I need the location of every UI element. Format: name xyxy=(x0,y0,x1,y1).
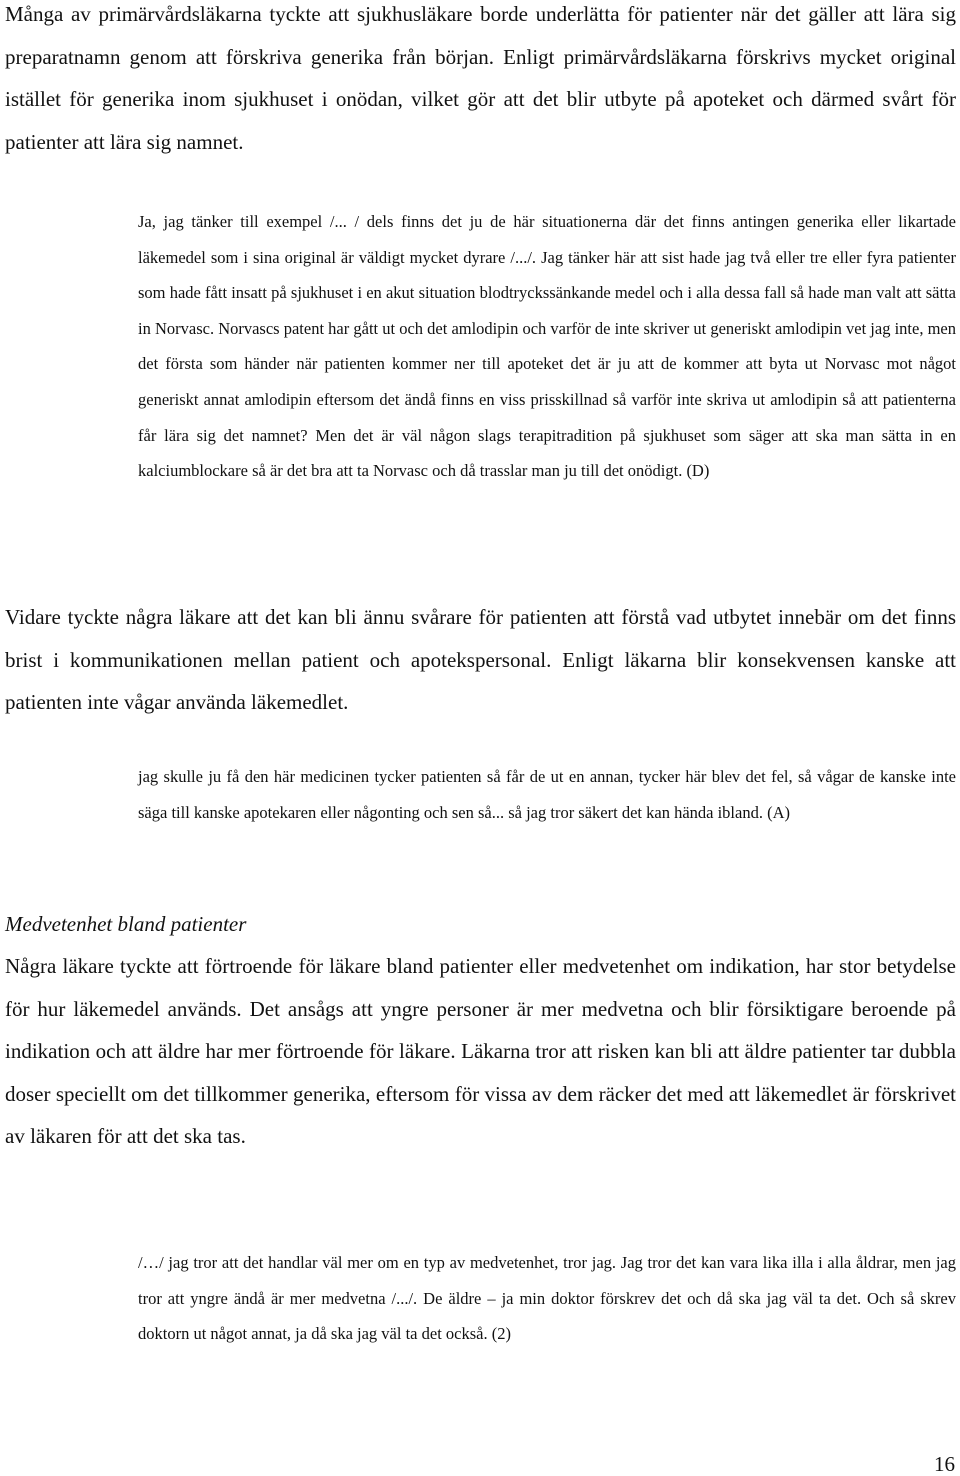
interview-quote-norvasc: Ja, jag tänker till exempel /... / dels finns det ju de här situationerna där det finns antingen generika eller likartade läkemedel som i sina original är väldigt mycket dyrare /.../. Jag tänker här att sist hade jag två eller tre eller fyra patienter som hade fått insatt på sjukhuset i en akut situation blodtryckssänkande medel och i alla dessa fall så hade man valt att sätta in Norvasc. Norvascs patent har gått ut och det amlodipin och varför de inte skriver ut generiskt amlodipin vet jag inte, men det första som händer när patienten kommer ner till apoteket det är ju att de kommer att byta ut Norvasc mot något generiskt annat amlodipin eftersom det ändå finns en viss prisskillnad så varför inte skriva ut amlodipin så att patienterna får lära sig det namnet? Men det är väl någon slags terapitradition på sjukhuset som säger att ska man sätta in en kalciumblockare så är det bra att ta Norvasc och då trasslar man ju till det onödigt. (D) xyxy=(138,212,956,481)
page-number: 16 xyxy=(934,1452,955,1476)
interview-quote-patient-hesitation: jag skulle ju få den här medicinen tycker patienten så får de ut en annan, tycker här blev det fel, så vågar de kanske inte säga till kanske apotekaren eller någonting och sen så... så jag tror säkert det kan hända ibland. (A) xyxy=(138,767,956,822)
body-paragraph-patient-awareness: Några läkare tyckte att förtroende för läkare bland patienter eller medvetenhet om indikation, har stor betydelse för hur läkemedel används. Det ansågs att yngre personer är mer medvetna och blir försiktigare beroende på indikation och att äldre har mer förtroende för läkare. Läkarna tror att risken kan bli att äldre patienter tar dubbla doser speciellt om det tillkommer generika, eftersom för vissa av dem räcker det med att läkemedlet är förskrivet av läkaren för att det ska tas. xyxy=(5,954,956,1148)
body-paragraph-generic-prescribing: Många av primärvårdsläkarna tyckte att sjukhusläkare borde underlätta för patienter när det gäller att lära sig preparatnamn genom att förskriva generika från början. Enligt primärvårdsläkarna förskrivs mycket original istället för generika inom sjukhuset i onödan, vilket gör att det blir utbyte på apoteket och därmed svårt för patienter att lära sig namnet. xyxy=(5,2,956,154)
body-paragraph-communication: Vidare tyckte några läkare att det kan bli ännu svårare för patienten att förstå vad utbytet innebär om det finns brist i kommunikationen mellan patient och apotekspersonal. Enligt läkarna blir konsekvensen kanske att patienten inte vågar använda läkemedlet. xyxy=(5,605,956,714)
interview-quote-awareness: /…/ jag tror att det handlar väl mer om en typ av medvetenhet, tror jag. Jag tror det kan vara lika illa i alla åldrar, men jag tror att yngre ändå är mer medvetna /.../. De äldre – ja min doktor förskrev det och då ska jag väl ta det. Och så skrev doktorn ut något annat, ja då ska jag väl ta det också. (2) xyxy=(138,1253,956,1344)
section-heading: Medvetenhet bland patienter xyxy=(5,912,247,936)
